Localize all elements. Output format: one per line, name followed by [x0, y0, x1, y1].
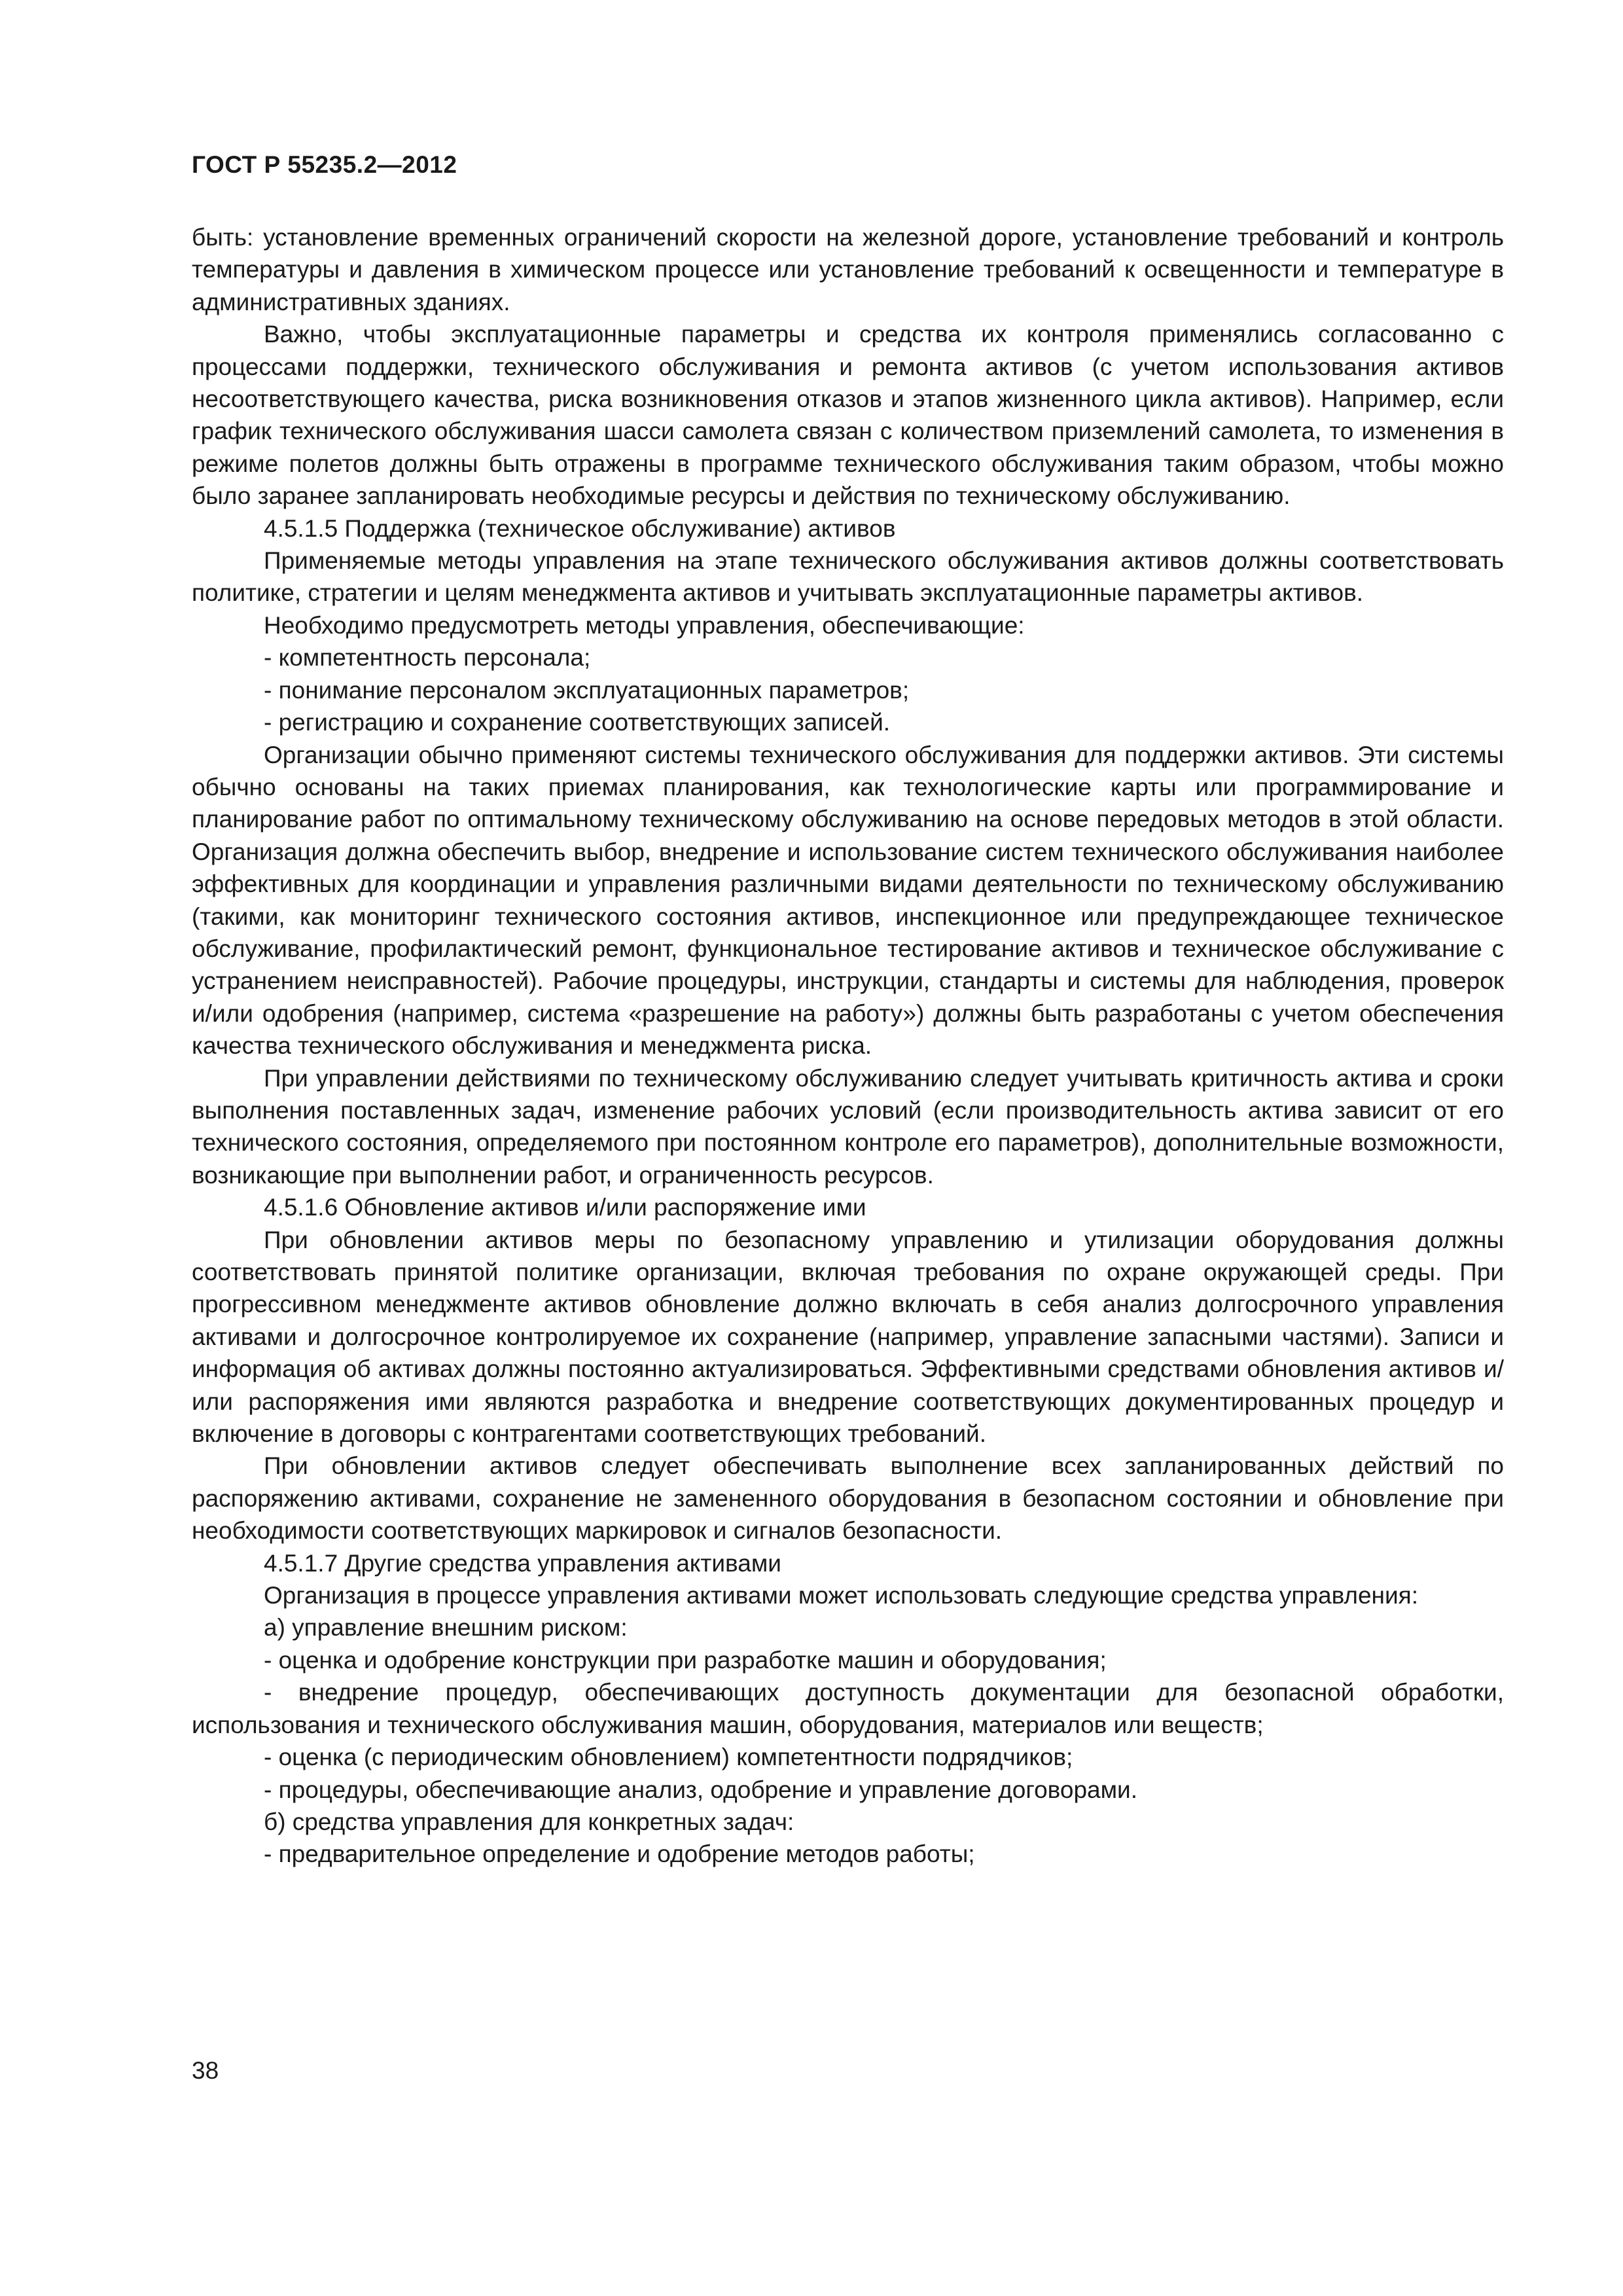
paragraph: быть: установление временных ограничений скорости на железной дороге, установление требований и контроль температуры и давления в химическом процессе или установление требований к освещенности и температуре в административных зданиях. [192, 224, 1504, 315]
paragraph: а) управление внешним риском: [264, 1614, 628, 1641]
paragraph: Организации обычно применяют системы технического обслуживания для поддержки активов. Эти системы обычно основаны на таких приемах планирования, как технологические карты или программирование и планирование работ по оптимальному техническому обслуживанию на основе передовых методов в этой области. Организация должна обеспечить выбор, внедрение и использование систем технического обслуживания наиболее эффективных для координации и управления различными видами деятельности по техническому обслуживанию (такими, как мониторинг технического состояния активов, инспекционное или предупреждающее техническое обслуживание, профилактический ремонт, функциональное тестирование активов и техническое обслуживание с устранением неисправностей). Рабочие процедуры, инструкции, стандарты и системы для наблюдения, проверок и/или одобрения (например, система «разрешение на работу») должны быть разработаны с учетом обеспечения качества технического обслуживания и менеджмента риска. [192, 741, 1504, 1060]
paragraph: - предварительное определение и одобрение методов работы; [264, 1840, 975, 1868]
paragraph: - оценка (с периодическим обновлением) компетентности подрядчиков; [264, 1744, 1073, 1771]
paragraph: Организация в процессе управления активами может использовать следующие средства управления: [264, 1582, 1418, 1609]
paragraph: - внедрение процедур, обеспечивающих доступность документации для безопасной обработки, использования и технического обслуживания машин, оборудования, материалов или веществ; [192, 1679, 1504, 1738]
paragraph: Применяемые методы управления на этапе технического обслуживания активов должны соответствовать политике, стратегии и целям менеджмента активов и учитывать эксплуатационные параметры активов. [192, 547, 1504, 607]
paragraph: - понимание персоналом эксплуатационных параметров; [264, 676, 910, 704]
paragraph: - регистрацию и сохранение соответствующих записей. [264, 709, 891, 736]
paragraph: При управлении действиями по техническому обслуживанию следует учитывать критичность актива и сроки выполнения поставленных задач, изменение рабочих условий (если производительность актива зависит от его технического состояния, определяемого при постоянном контроле его параметров), дополнительные возможности, возникающие при выполнении работ, и ограниченность ресурсов. [192, 1064, 1504, 1189]
document-header: ГОСТ Р 55235.2—2012 [192, 151, 457, 178]
paragraph: - компетентность персонала; [264, 644, 591, 672]
paragraph: Важно, чтобы эксплуатационные параметры и средства их контроля применялись согласованно с процессами поддержки, технического обслуживания и ремонта активов (с учетом использования активов несоответствующего качества, риска возникновения отказов и этапов жизненного цикла активов). Например, если график технического обслуживания шасси самолета связан с количеством приземлений самолета, то изменения в режиме полетов должны быть отражены в программе технического обслуживания таким образом, чтобы можно было заранее запланировать необходимые ресурсы и действия по техническому обслуживанию. [192, 321, 1504, 510]
paragraph: б) средства управления для конкретных задач: [264, 1808, 794, 1835]
paragraph: 4.5.1.7 Другие средства управления активами [264, 1549, 781, 1577]
paragraph: При обновлении активов следует обеспечивать выполнение всех запланированных действий по распоряжению активами, сохранение не замененного оборудования в безопасном состоянии и обновление при необходимости соответствующих маркировок и сигналов безопасности. [192, 1452, 1504, 1545]
paragraph: - процедуры, обеспечивающие анализ, одобрение и управление договорами. [264, 1776, 1137, 1803]
paragraph: - оценка и одобрение конструкции при разработке машин и оборудования; [264, 1646, 1107, 1674]
paragraph: 4.5.1.6 Обновление активов и/или распоряжение ими [264, 1194, 866, 1221]
paragraph: 4.5.1.5 Поддержка (техническое обслуживание) активов [264, 514, 896, 542]
document-body [192, 221, 1504, 1871]
paragraph: При обновлении активов меры по безопасному управлению и утилизации оборудования должны соответствовать принятой политике организации, включая требования по охране окружающей среды. При прогрессивном менеджменте активов обновление должно включать в себя анализ долгосрочного управления активами и долгосрочное контролируемое их сохранение (например, управление запасными частями). Записи и информация об активах должны постоянно актуализироваться. Эффективными средствами обновления активов и/или распоряжения ими являются разработка и внедрение соответствующих документированных процедур и включение в договоры с контрагентами соответствующих требований. [192, 1226, 1504, 1448]
paragraph: Необходимо предусмотреть методы управления, обеспечивающие: [264, 611, 1025, 639]
page-number: 38 [192, 2057, 219, 2084]
